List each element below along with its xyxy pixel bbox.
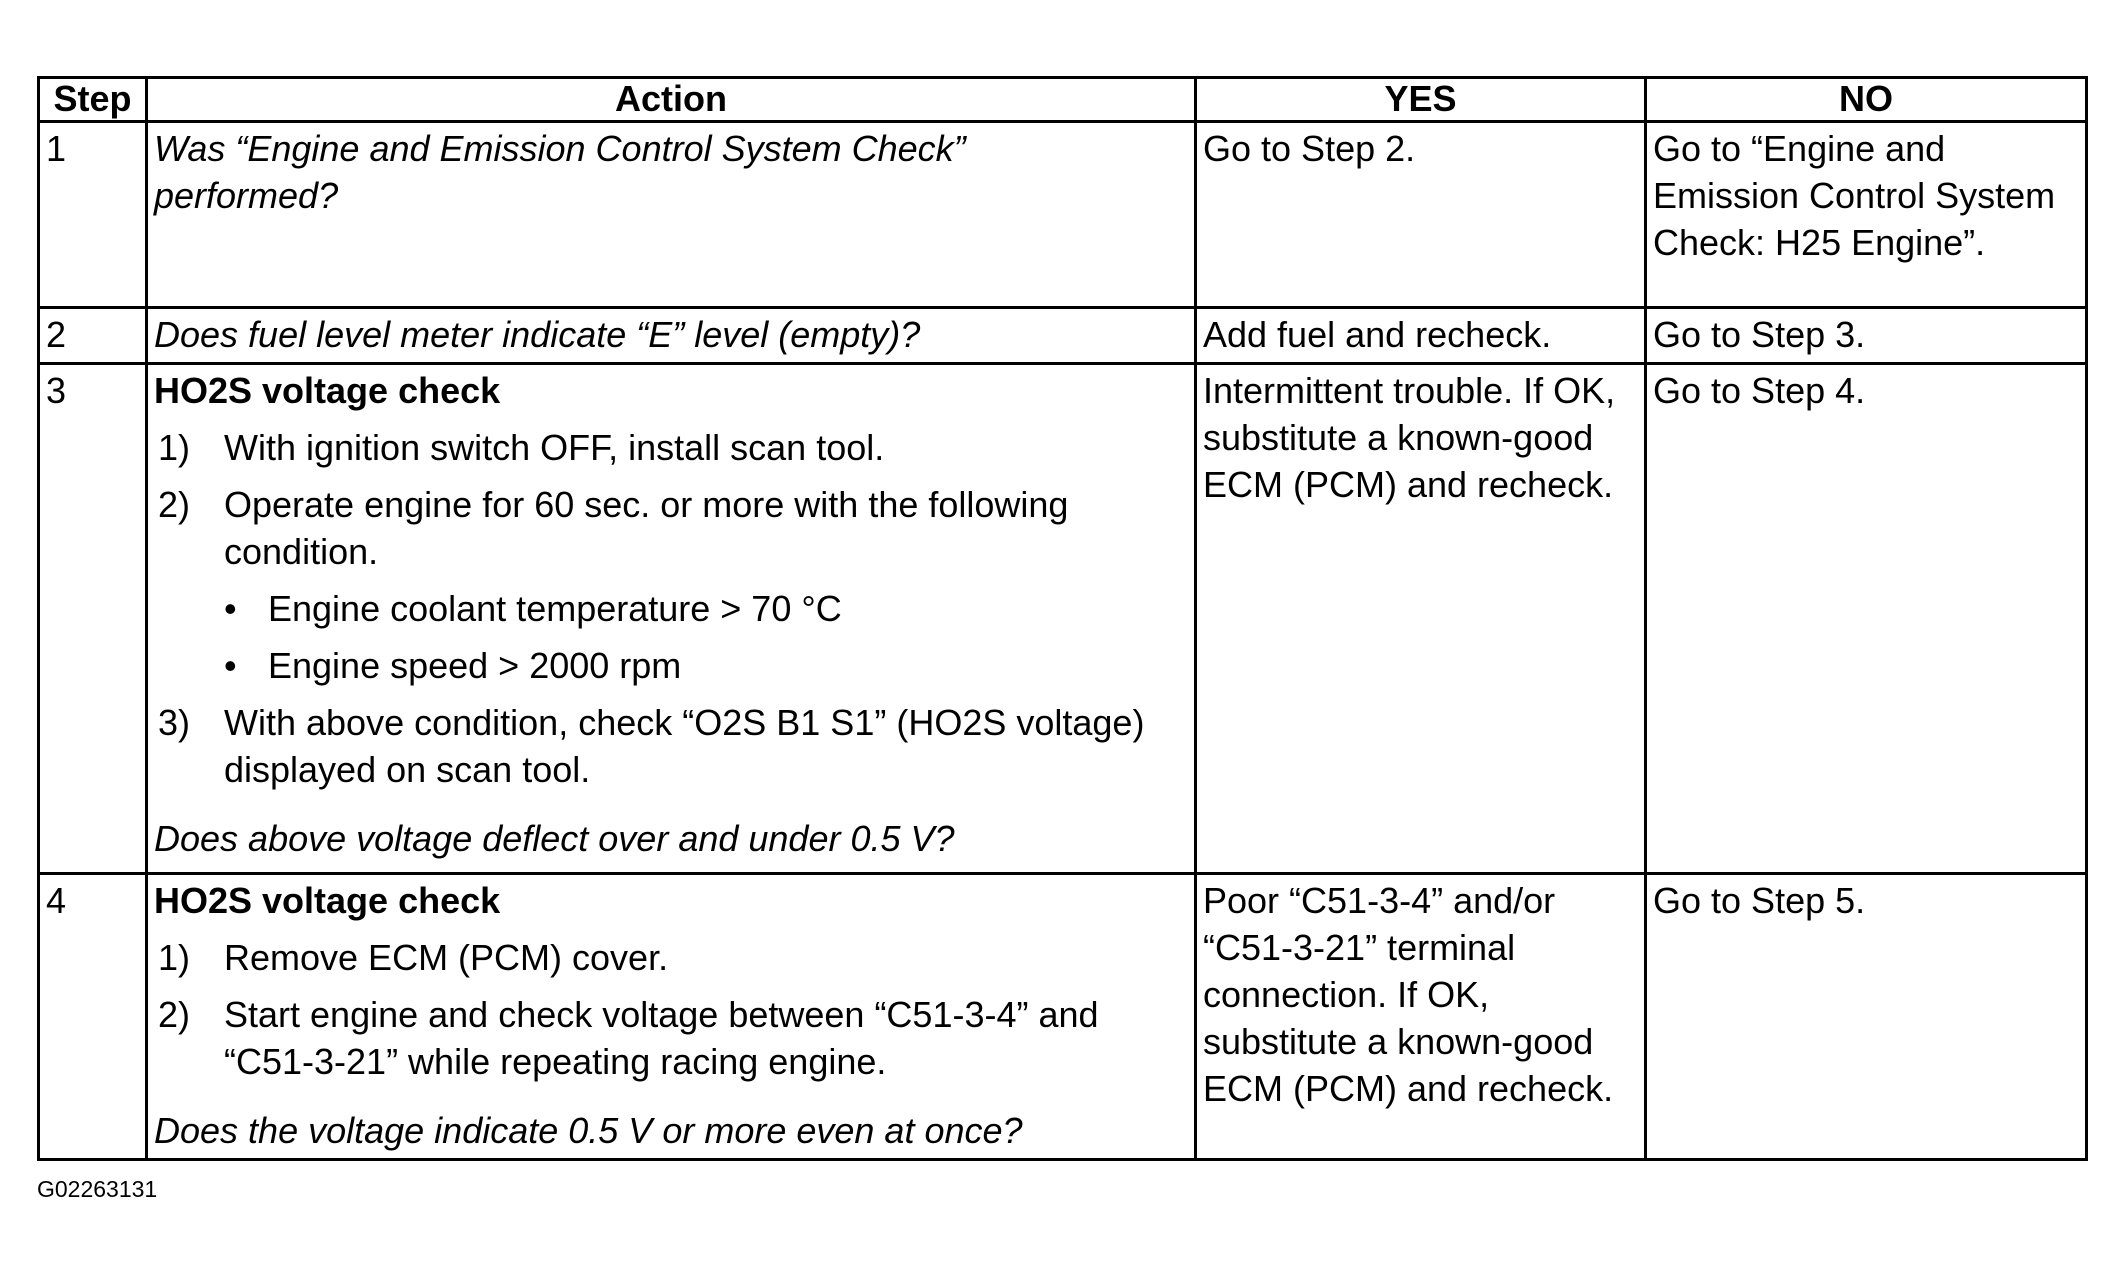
table-row-step-4 [39,874,2087,1160]
action-item [154,934,1188,981]
no-cell: Go to “Engine and Emission Control System Check: H25 Engine”. [1646,122,2087,308]
action-item [154,699,1188,793]
action-title: HO2S voltage check [154,370,501,411]
table-row-step-1 [39,122,2087,308]
header-no: NO [1646,78,2087,122]
action-question: Does the voltage indicate 0.5 V or more even at once? [154,1110,1023,1151]
action-item [154,424,1188,471]
no-cell: Go to Step 3. [1646,308,2087,364]
item-text: With ignition switch OFF, install scan tool. [224,427,885,468]
item-text: Remove ECM (PCM) cover. [224,937,669,978]
step-number: 4 [39,874,147,1160]
action-cell [147,874,1196,1160]
header-action: Action [147,78,1196,122]
action-question: Does above voltage deflect over and under 0.5 V? [154,818,955,859]
bullet-text: Engine coolant temperature > 70 °C [268,588,842,629]
step-number: 1 [39,122,147,308]
item-number: 3) [158,702,191,743]
no-cell: Go to Step 4. [1646,364,2087,874]
item-text: Start engine and check voltage between “C51-3-4” and “C51-3-21” while repeating racing engine. [224,994,1099,1082]
item-number: 2) [158,484,191,525]
item-text: Operate engine for 60 sec. or more with the following condition. [224,484,1069,572]
item-text: With above condition, check “O2S B1 S1” (HO2S voltage) displayed on scan tool. [224,702,1145,790]
condition-bullet [154,642,1188,689]
header-step: Step [39,78,147,122]
figure-code: G02263131 [37,1176,158,1202]
diagnostic-document [37,76,2085,1161]
action-cell: Was “Engine and Emission Control System Check” performed? [147,122,1196,308]
yes-cell: Go to Step 2. [1196,122,1646,308]
yes-cell: Poor “C51-3-4” and/or “C51-3-21” terminal connection. If OK, substitute a known-good ECM (PCM) and recheck. [1196,874,1646,1160]
item-number: 2) [158,994,191,1035]
bullet-mark: • [224,588,237,629]
action-item [154,481,1188,575]
table-row-step-2 [39,308,2087,364]
action-item [154,991,1188,1085]
item-number: 1) [158,427,191,468]
no-cell: Go to Step 5. [1646,874,2087,1160]
bullet-text: Engine speed > 2000 rpm [268,645,682,686]
action-title: HO2S voltage check [154,880,501,921]
step-number: 3 [39,364,147,874]
table-header-row [39,78,2087,122]
header-yes: YES [1196,78,1646,122]
table-row-step-3 [39,364,2087,874]
action-cell: Does fuel level meter indicate “E” level (empty)? [147,308,1196,364]
diagnostic-flow-table [37,76,2088,1161]
action-cell [147,364,1196,874]
bullet-mark: • [224,645,237,686]
step-number: 2 [39,308,147,364]
item-number: 1) [158,937,191,978]
yes-cell: Add fuel and recheck. [1196,308,1646,364]
yes-cell: Intermittent trouble. If OK, substitute a known-good ECM (PCM) and recheck. [1196,364,1646,874]
condition-bullet [154,585,1188,632]
